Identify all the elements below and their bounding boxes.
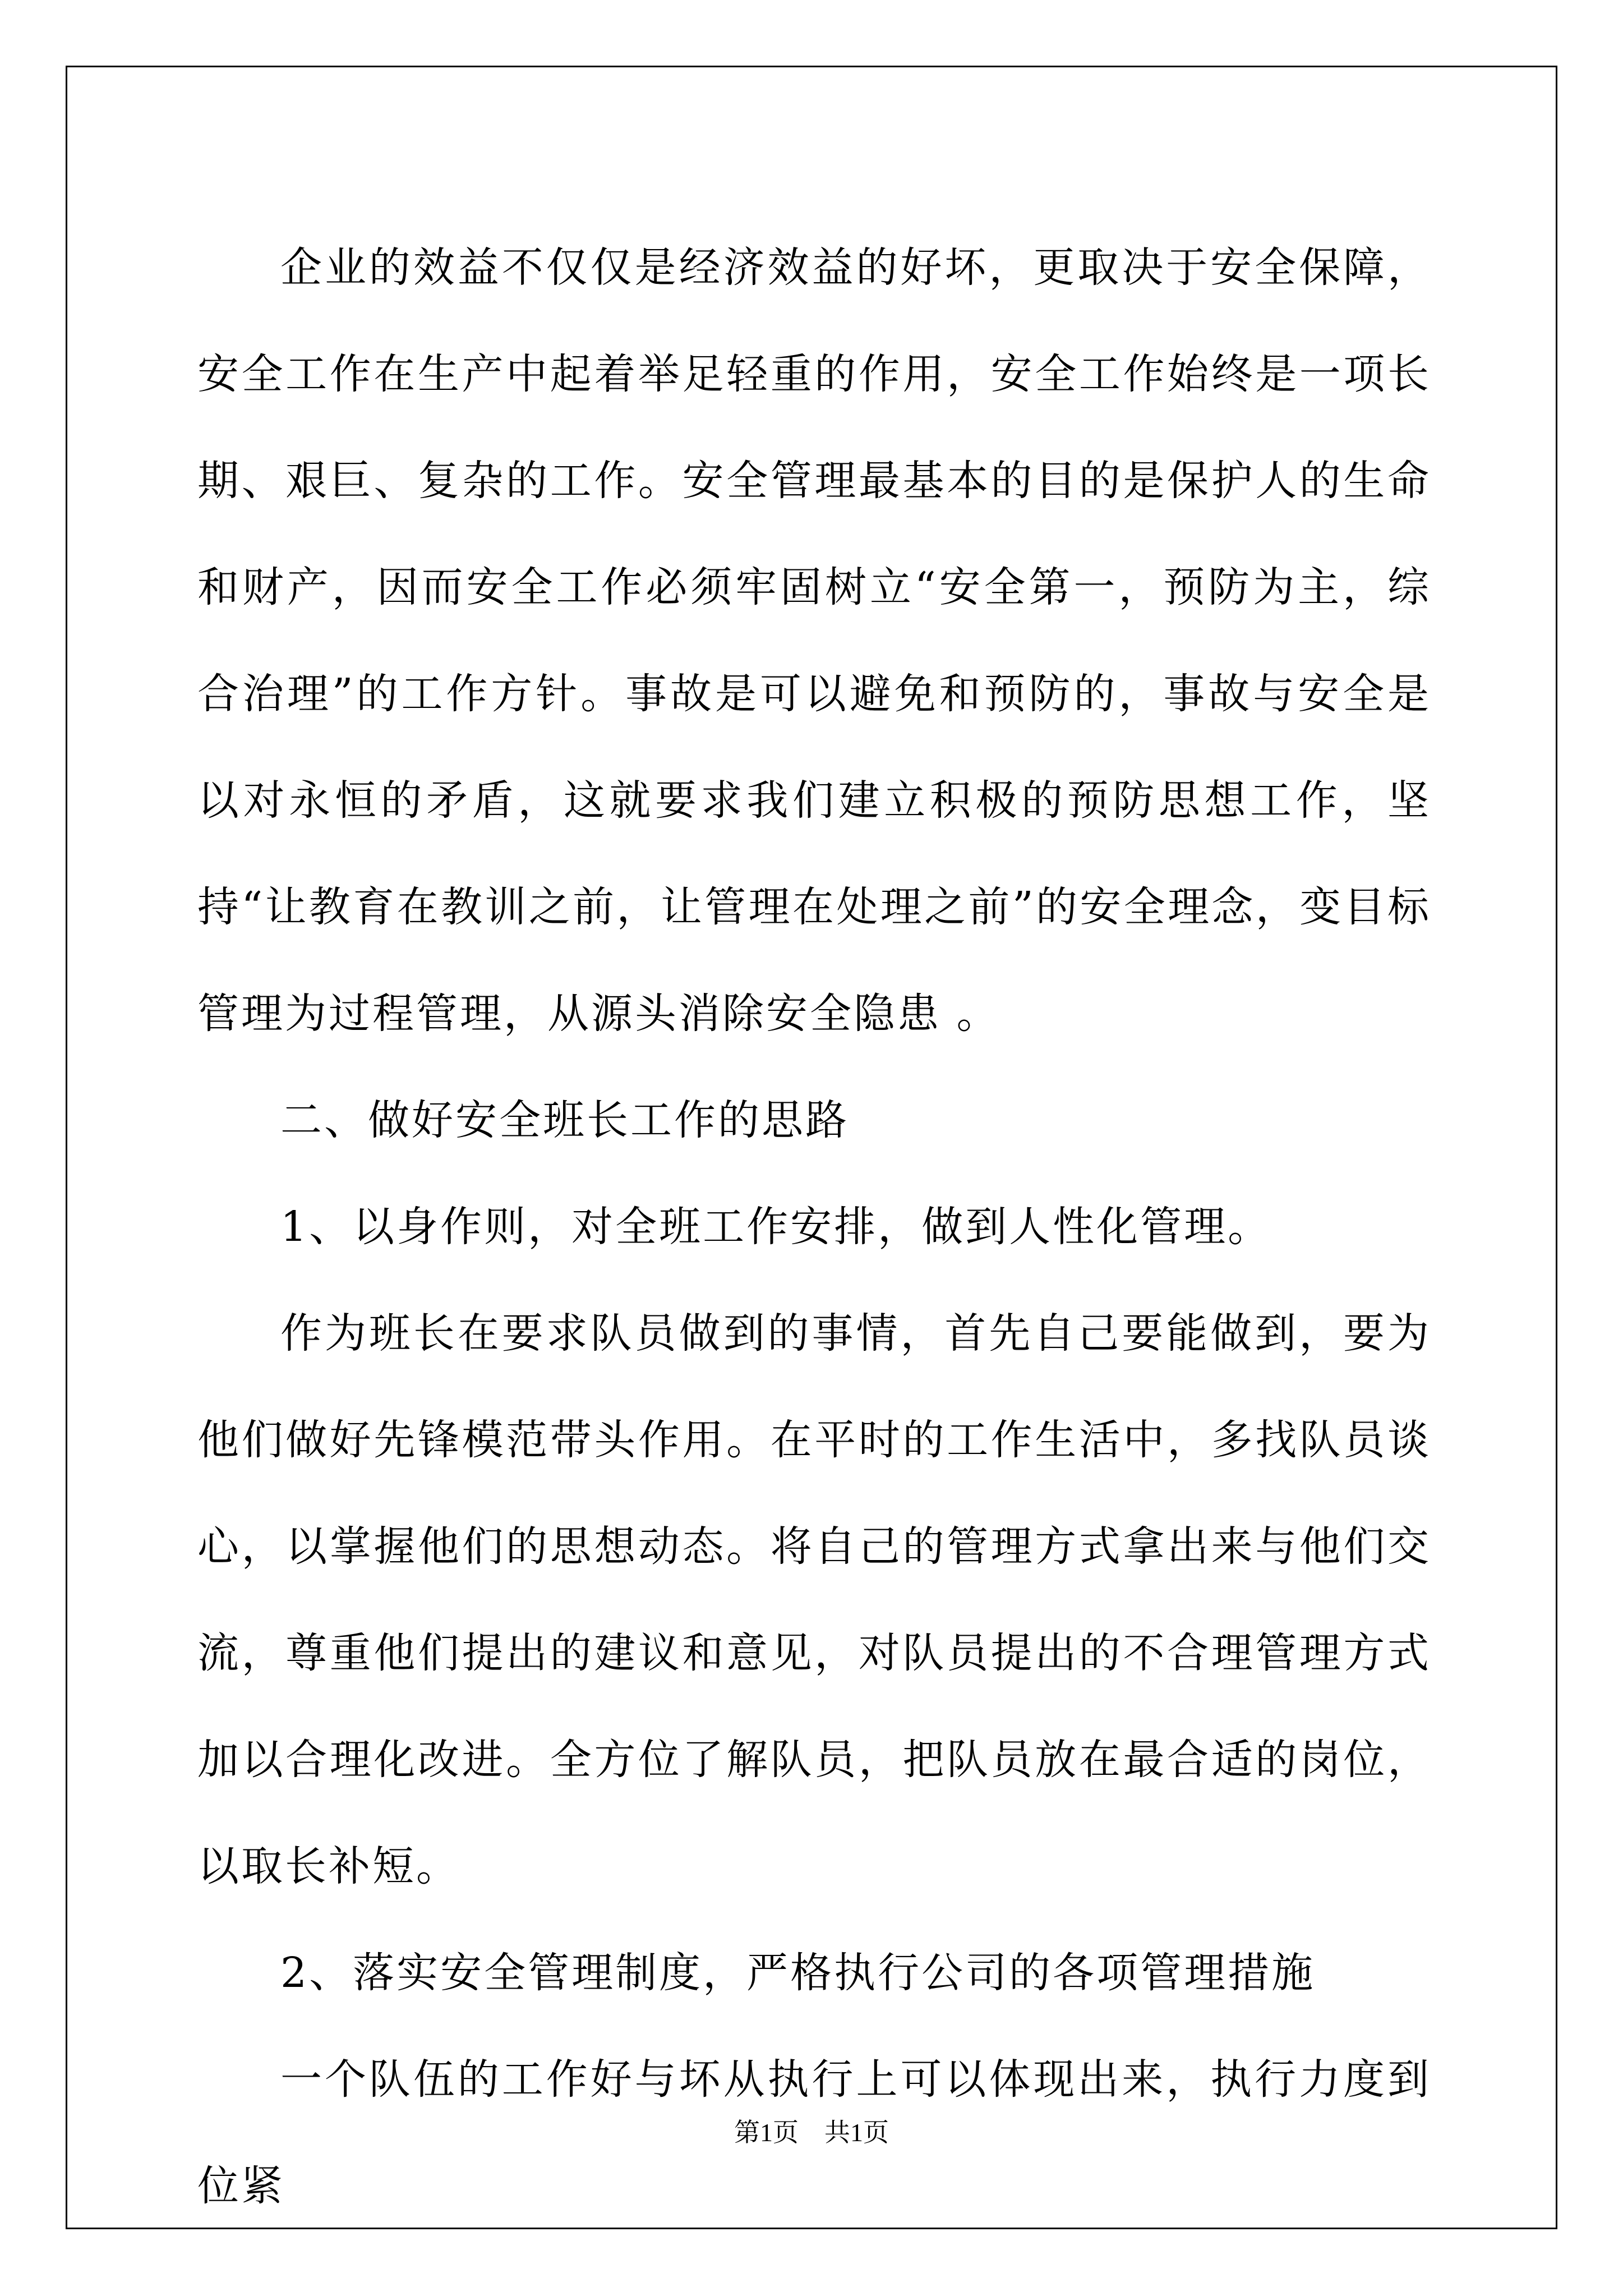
paragraph-point-2: 一个队伍的工作好与坏从执行上可以体现出来，执行力度到位紧 (197, 2055, 1431, 2210)
page-number: 第1页 (734, 2118, 799, 2147)
paragraph-intro: 企业的效益不仅仅是经济效益的好坏，更取决于安全保障，安全工作在生产中起着举足轻重的作用，安全工作始终是一项长期、艰巨、复杂的工作。安全管理最基本的目的是保护人的生命和财产，因而安全工作必须牢固树立“安全第一，预防为主，综合治理”的工作方针。事故是可以避免和预防的，事故与安全是以对永恒的矛盾，这就要求我们建立积极的预防思想工作，坚持“让教育在教训之前，让管理在处理之前”的安全理念，变目标管理为过程管理，从源头消除安全隐患 。 (197, 243, 1431, 1038)
subheading-point-2: 2、落实安全管理制度，严格执行公司的各项管理措施 (280, 1949, 1316, 1997)
document-body (197, 214, 1431, 2239)
page-total: 共1页 (824, 2118, 889, 2147)
subheading-point-1: 1、以身作则，对全班工作安排，做到人性化管理。 (280, 1203, 1272, 1251)
heading-section-2: 二、做好安全班长工作的思路 (280, 1096, 849, 1144)
paragraph-point-1: 作为班长在要求队员做到的事情，首先自己要能做到，要为他们做好先锋模范带头作用。在平时的工作生活中，多找队员谈心，以掌握他们的思想动态。将自己的管理方式拿出来与他们交流，尊重他们提出的建议和意见，对队员提出的不合理管理方式加以合理化改进。全方位了解队员，把队员放在最合适的岗位，以取长补短。 (197, 1309, 1431, 1890)
page-footer (0, 2112, 1623, 2149)
